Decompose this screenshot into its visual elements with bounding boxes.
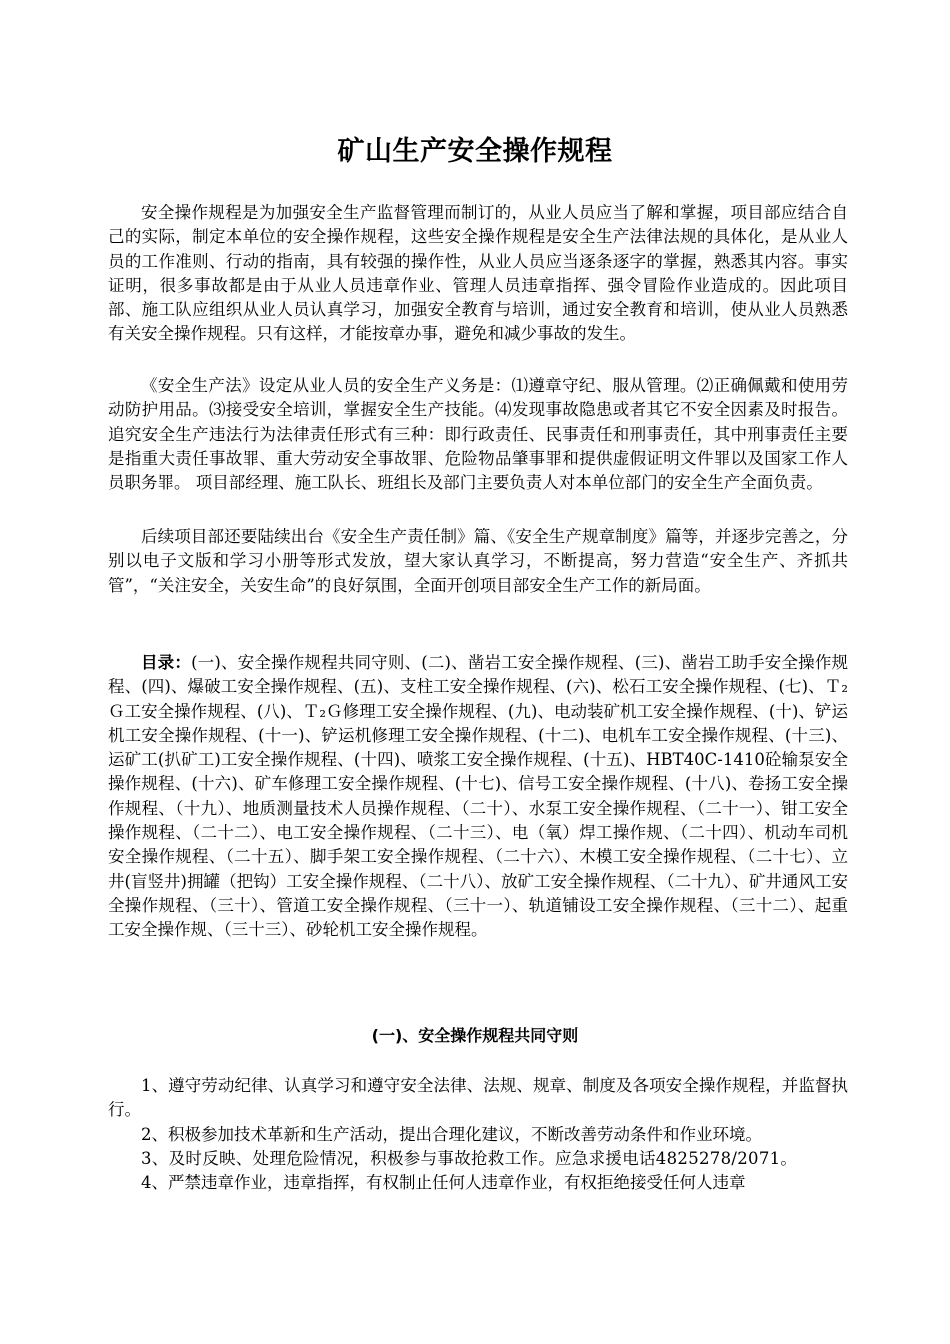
rule-item: 2、积极参加技术革新和生产活动，提出合理化建议，不断改善劳动条件和作业环境。 — [141, 1124, 762, 1144]
section-heading-common-rules: (一)、安全操作规程共同守则 — [371, 1026, 579, 1045]
follow-up-paragraph: 后续项目部还要陆续出台《安全生产责任制》篇、《安全生产规章制度》篇等，并逐步完善之，分别以电子文版和学习小册等形式发放，望大家认真学习，不断提高，努力营造“安全生产、齐抓共管”，“关注安全，关安生命”的良好氛围，全面开创项目部安全生产工作的新局面。 — [108, 527, 848, 595]
intro-paragraph: 安全操作规程是为加强安全生产监督管理而制订的，从业人员应当了解和掌握，项目部应结合自己的实际，制定本单位的安全操作规程，这些安全操作规程是安全生产法律法规的具体化，是从业人员的工作准则、行动的指南，具有较强的操作性，从业人员应当逐条逐字的掌握，熟悉其内容。事实证明，很多事故都是由于从业人员违章作业、管理人员违章指挥、强令冒险作业造成的。因此项目部、施工队应组织从业人员认真学习，加强安全教育与培训，通过安全教育和培训，使从业人员熟悉有关安全操作规程。只有这样，才能按章办事，避免和减少事故的发生。 — [108, 203, 848, 344]
toc-paragraph — [108, 651, 848, 943]
toc-text: (一)、安全操作规程共同守则、(二)、凿岩工安全操作规程、(三)、凿岩工助手安全操作规程、(四)、爆破工安全操作规程、(五)、支柱工安全操作规程、(六)、松石工安全操作规程、(七)、Ｔ₂Ｇ工安全操作规程、(八)、Ｔ₂Ｇ修理工安全操作规程、(九)、电动装矿机工安全操作规程、(十)、铲运机工安全操作规程、(十一)、铲运机修理工安全操作规程、(十二)、电机车工安全操作规程、(十三)、运矿工(扒矿工)工安全操作规程、(十四)、喷浆工安全操作规程、(十五)、HBT40C-1410砼输泵安全操作规程、(十六)、矿车修理工安全操作规程、(十七)、信号工安全操作规程、(十八)、卷扬工安全操作规程、（十九）、地质测量技术人员操作规程、（二十）、水泵工安全操作规程、（二十一）、钳工安全操作规程、（二十二）、电工安全操作规程、（二十三）、电（氧）焊工操作规、（二十四）、机动车司机安全操作规程、（二十五）、脚手架工安全操作规程、（二十六）、木模工安全操作规程、（二十七）、立井(盲竖井)拥罐（把钩）工安全操作规程、（二十八）、放矿工安全操作规程、（二十九）、矿井通风工安全操作规程、（三十）、管道工安全操作规程、（三十一）、轨道铺设工安全操作规程、（三十二）、起重工安全操作规、（三十三）、砂轮机工安全操作规程。 — [108, 653, 849, 940]
rule-item: 4、严禁违章作业，违章指挥，有权制止任何人违章作业，有权拒绝接受任何人违章 — [141, 1173, 746, 1193]
follow-up-section — [108, 525, 848, 598]
intro-section — [108, 201, 848, 347]
rule-item: 1、遵守劳动纪律、认真学习和遵守安全法律、法规、规章、制度及各项安全操作规程，并监督执行。 — [108, 1076, 848, 1120]
law-paragraph: 《安全生产法》设定从业人员的安全生产义务是：⑴遵章守纪、服从管理。⑵正确佩戴和使用劳动防护用品。⑶接受安全培训，掌握安全生产技能。⑷发现事故隐患或者其它不安全因素及时报告。追究安全生产违法行为法律责任形式有三种：即行政责任、民事责任和刑事责任，其中刑事责任主要是指重大责任事故罪、重大劳动安全事故罪、危险物品肇事罪和提供虚假证明文件罪以及国家工作人员职务罪。 项目部经理、施工队长、班组长及部门主要负责人对本单位部门的安全生产全面负责。 — [108, 376, 848, 493]
toc-label: 目录： — [141, 653, 192, 672]
rule-item: 3、及时反映、处理危险情况，积极参与事故抢救工作。应急求援电话4825278/2071。 — [141, 1148, 798, 1168]
table-of-contents — [108, 651, 848, 943]
rules-list — [108, 1074, 848, 1195]
document-title: 矿山生产安全操作规程 — [337, 136, 613, 167]
law-section — [108, 374, 848, 495]
